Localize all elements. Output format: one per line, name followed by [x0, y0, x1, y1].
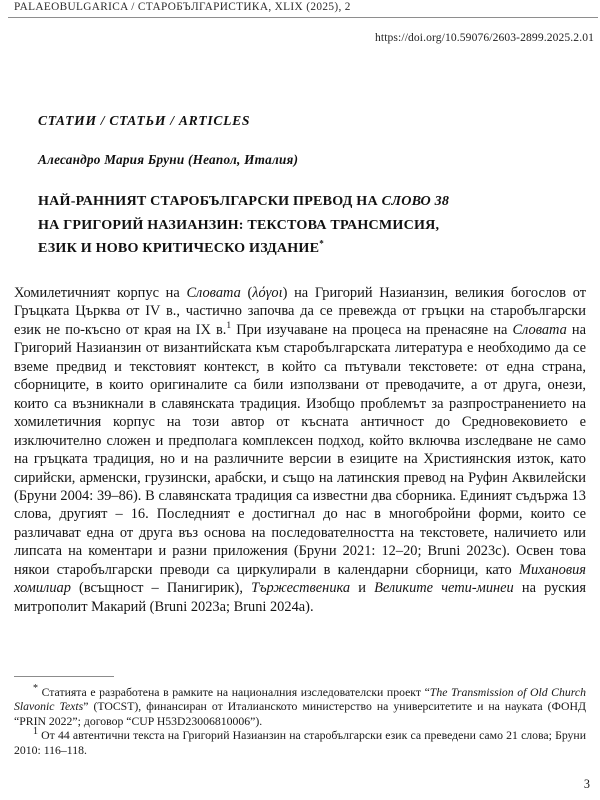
body-seg-11: (всъщност – Панигирик), — [70, 580, 252, 597]
body-seg-9: на Григорий Назианзин от византийската към старобългарската литература е необходимо да се вземе предвид и текстовият контекст, в който са пътували текстовете: от една страна, сборниците, в които оригиналите са били използвани от преводачите, а от друга, онези, които са възникнали в славянската традиция. Изобщо проблемът за разпространението на хомилетичния корпус на този автор от късната античност до Средновековието е изключително сложен и предполага комплексен подход, който включва изследване не само на гръцката традиция, но и на различните версии в езиците на Християнския изток, като сирийски, арменски, грузински, арабски, и също на латинския превод на Руфин Аквилейски (Бруни 2004: 39–86). В славянската традиция са известни два сборника. Единият съдържа 13 слова, другият – 16. Последният е достигнал до нас в многобройни форми, които се различават една от друга въз основа на последователността на текстовете, наличието или липсата на коментари и разни приложения (Бруни 2021: 12–20; Bruni 2023c). Освен това някои старобългарски преводи са циркулирали в календарни сборници, като — [14, 321, 587, 578]
footnote-star-part1: Статията е разработена в рамките на националния изследователски проект “ — [38, 686, 430, 699]
footnote-ref-1[interactable]: 1 — [226, 321, 232, 332]
footnote-star-part2: ” (TOCST), финансиран от Италианското министерство на университетите и на науката (ФОНД “PRIN 2022”; договор “CUP H53D23006810006”). — [14, 700, 586, 728]
body-seg-12-italic: Тържественика — [251, 580, 351, 597]
footnote-star-marker: * — [33, 683, 38, 695]
header-rule — [8, 17, 598, 18]
body-seg-5: ) на Григорий Назианзин, великия богослов от Гръцката Църква от IV в., частично започва да се превежда от гръцки на старобългарски език не по-късно от края на IX в. — [14, 285, 587, 338]
body-text — [14, 284, 586, 616]
page-title — [38, 190, 578, 261]
footnote-1-marker: 1 — [33, 726, 38, 738]
title-line1-prefix: НАЙ-РАННИЯТ СТАРОБЪЛГАРСКИ ПРЕВОД НА — [38, 193, 382, 209]
title-line1-italic: СЛОВО 38 — [381, 193, 450, 209]
body-seg-3: ( — [240, 285, 253, 301]
body-seg-1: Хомилетичният корпус на — [14, 285, 187, 301]
title-line2: НА ГРИГОРИЙ НАЗИАНЗИН: ТЕКСТОВА ТРАНСМИСИЯ, — [38, 216, 440, 233]
footnote-separator-rule — [14, 676, 114, 677]
footnote-star-italic: The Transmission of Old Church Slavonic Texts — [14, 686, 586, 714]
body-seg-15: на руския митрополит Макарий (Bruni 2023a; Bruni 2024a). — [14, 580, 586, 615]
body-seg-10-italic: Михановия хомилиар — [14, 561, 586, 597]
footnote-1 — [14, 726, 586, 758]
footnote-1-text: От 44 автентични текста на Григорий Назианзин на старобългарски език са преведени само 21 слова; Бруни 2010: 116–118. — [14, 729, 586, 757]
author-byline: Алесандро Мария Бруни (Неапол, Италия) — [38, 152, 299, 167]
title-line3: ЕЗИК И НОВО КРИТИЧЕСКО ИЗДАНИЕ — [38, 240, 320, 256]
doi-link[interactable]: https://doi.org/10.59076/2603-2899.2025.2.01 — [375, 31, 594, 44]
running-header: PALAEOBULGARICA / СТАРОБЪЛГАРИСТИКА, XLIX (2025), 2 — [14, 1, 351, 13]
footnote-star — [14, 683, 586, 729]
body-seg-8-italic: Словата — [512, 321, 567, 338]
footnotes-block — [14, 683, 586, 758]
body-seg-7: При изучаване на процеса на пренасяне на — [231, 321, 513, 338]
paragraph-1 — [14, 284, 586, 616]
body-seg-14-italic: Великите чети-минеи — [374, 580, 514, 597]
body-seg-2-italic: Словата — [186, 285, 241, 301]
title-footnote-marker[interactable]: * — [319, 238, 324, 249]
page-number: 3 — [583, 777, 590, 791]
section-label: СТАТИИ / СТАТЬИ / ARTICLES — [38, 113, 251, 128]
body-seg-13: и — [350, 580, 375, 597]
body-seg-4-greek: λόγοι — [252, 285, 283, 301]
